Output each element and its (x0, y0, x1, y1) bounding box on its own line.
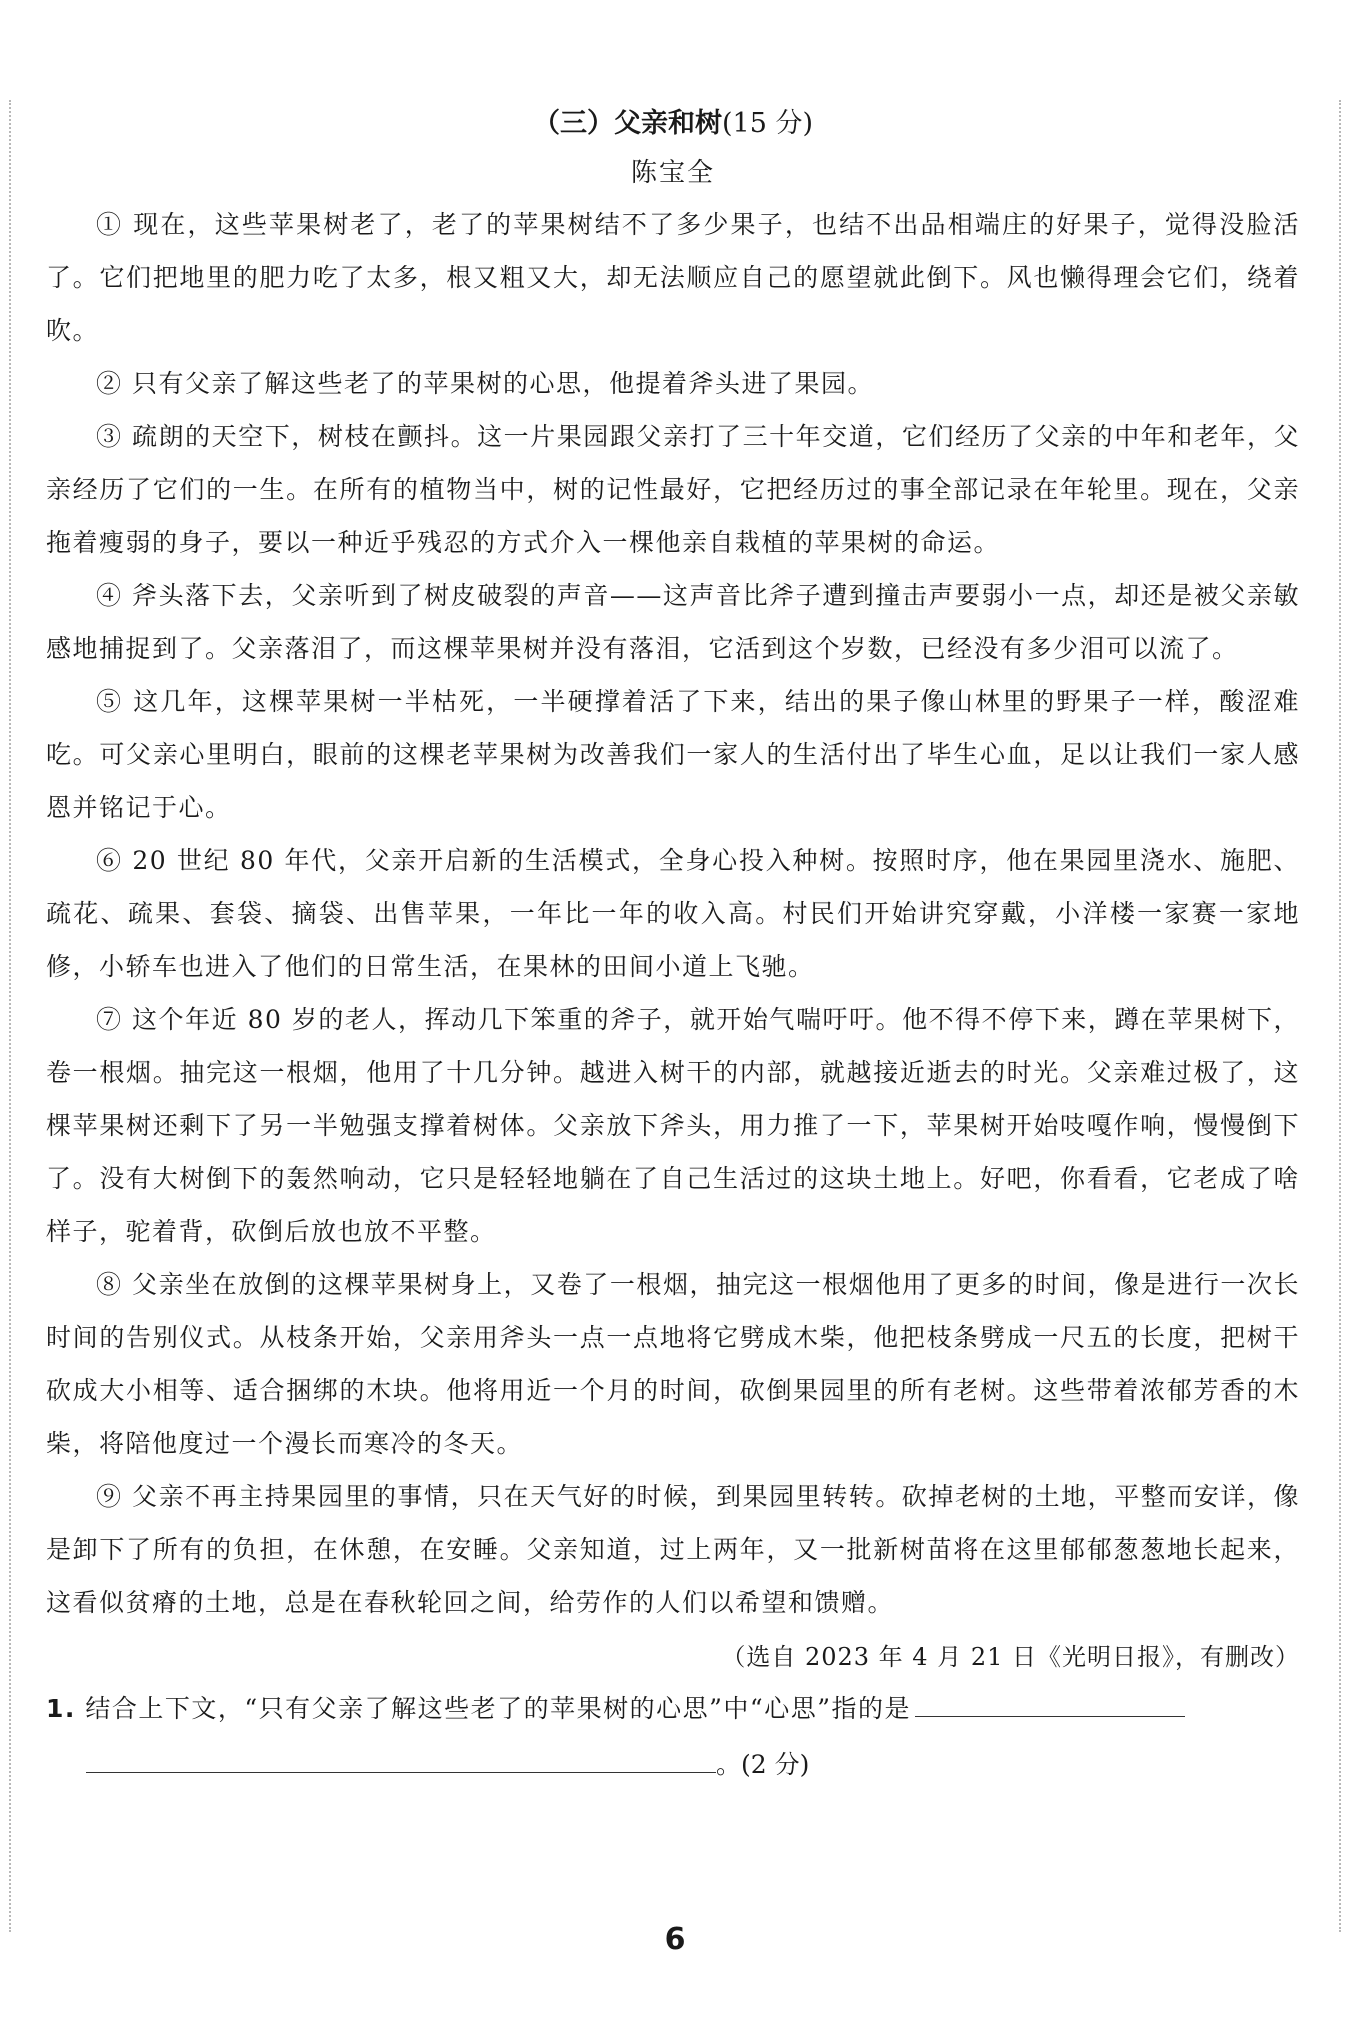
answer-blank-1[interactable] (915, 1686, 1185, 1717)
right-margin-rule (1339, 100, 1341, 1932)
question-1-answer-line (86, 1741, 1300, 1789)
paragraph-5: ⑤ 这几年，这棵苹果树一半枯死，一半硬撑着活了下来，结出的果子像山林里的野果子一样，酸涩难吃。可父亲心里明白，眼前的这棵老苹果树为改善我们一家人的生活付出了毕生心血，足以让我们一家人感恩并铭记于心。 (46, 687, 1300, 822)
question-1 (46, 1685, 1300, 1733)
paragraph-8: ⑧ 父亲坐在放倒的这棵苹果树身上，又卷了一根烟，抽完这一根烟他用了更多的时间，像是进行一次长时间的告别仪式。从枝条开始，父亲用斧头一点一点地将它劈成木柴，他把枝条劈成一尺五的长度，把树干砍成大小相等、适合捆绑的木块。他将用近一个月的时间，砍倒果园里的所有老树。这些带着浓郁芳香的木柴，将陪他度过一个漫长而寒冷的冬天。 (46, 1270, 1300, 1458)
article-title (46, 100, 1300, 148)
paragraph-6: ⑥ 20 世纪 80 年代，父亲开启新的生活模式，全身心投入种树。按照时序，他在果园里浇水、施肥、疏花、疏果、套袋、摘袋、出售苹果，一年比一年的收入高。村民们开始讲究穿戴，小洋楼一家赛一家地修，小轿车也进入了他们的日常生活，在果林的田间小道上飞驰。 (46, 846, 1300, 981)
article-author: 陈宝全 (630, 158, 715, 188)
page-number: 6 (664, 1922, 686, 1957)
document-page (46, 100, 1300, 1789)
title-text: （三）父亲和树 (532, 108, 722, 139)
source-citation: （选自 2023 年 4 月 21 日《光明日报》，有删改） (721, 1643, 1300, 1671)
paragraph-2: ② 只有父亲了解这些老了的苹果树的心思，他提着斧头进了果园。 (96, 369, 874, 398)
question-tail: 。(2 分) (716, 1750, 810, 1779)
question-number: 1. (46, 1694, 76, 1723)
question-text: 结合上下文，“只有父亲了解这些老了的苹果树的心思”中“心思”指的是 (85, 1694, 911, 1723)
title-score: (15 分) (721, 108, 813, 139)
left-margin-rule (9, 100, 11, 1932)
paragraph-3: ③ 疏朗的天空下，树枝在颤抖。这一片果园跟父亲打了三十年交道，它们经历了父亲的中年和老年，父亲经历了它们的一生。在所有的植物当中，树的记性最好，它把经历过的事全部记录在年轮里。现在，父亲拖着瘦弱的身子，要以一种近乎残忍的方式介入一棵他亲自栽植的苹果树的命运。 (46, 422, 1300, 557)
answer-blank-2[interactable] (86, 1742, 716, 1773)
paragraph-4: ④ 斧头落下去，父亲听到了树皮破裂的声音——这声音比斧子遭到撞击声要弱小一点，却还是被父亲敏感地捕捉到了。父亲落泪了，而这棵苹果树并没有落泪，它活到这个岁数，已经没有多少泪可以流了。 (46, 581, 1300, 663)
paragraph-9: ⑨ 父亲不再主持果园里的事情，只在天气好的时候，到果园里转转。砍掉老树的土地，平整而安详，像是卸下了所有的负担，在休憩，在安睡。父亲知道，过上两年，又一批新树苗将在这里郁郁葱葱地长起来，这看似贫瘠的土地，总是在春秋轮回之间，给劳作的人们以希望和馈赠。 (46, 1482, 1300, 1617)
paragraph-7: ⑦ 这个年近 80 岁的老人，挥动几下笨重的斧子，就开始气喘吁吁。他不得不停下来，蹲在苹果树下，卷一根烟。抽完这一根烟，他用了十几分钟。越进入树干的内部，就越接近逝去的时光。父亲难过极了，这棵苹果树还剩下了另一半勉强支撑着树体。父亲放下斧头，用力推了一下，苹果树开始吱嘎作响，慢慢倒下了。没有大树倒下的轰然响动，它只是轻轻地躺在了自己生活过的这块土地上。好吧，你看看，它老成了啥样子，驼着背，砍倒后放也放不平整。 (46, 1005, 1300, 1246)
paragraph-1: ① 现在，这些苹果树老了，老了的苹果树结不了多少果子，也结不出品相端庄的好果子，觉得没脸活了。它们把地里的肥力吃了太多，根又粗又大，却无法顺应自己的愿望就此倒下。风也懒得理会它们，绕着吹。 (46, 210, 1300, 345)
